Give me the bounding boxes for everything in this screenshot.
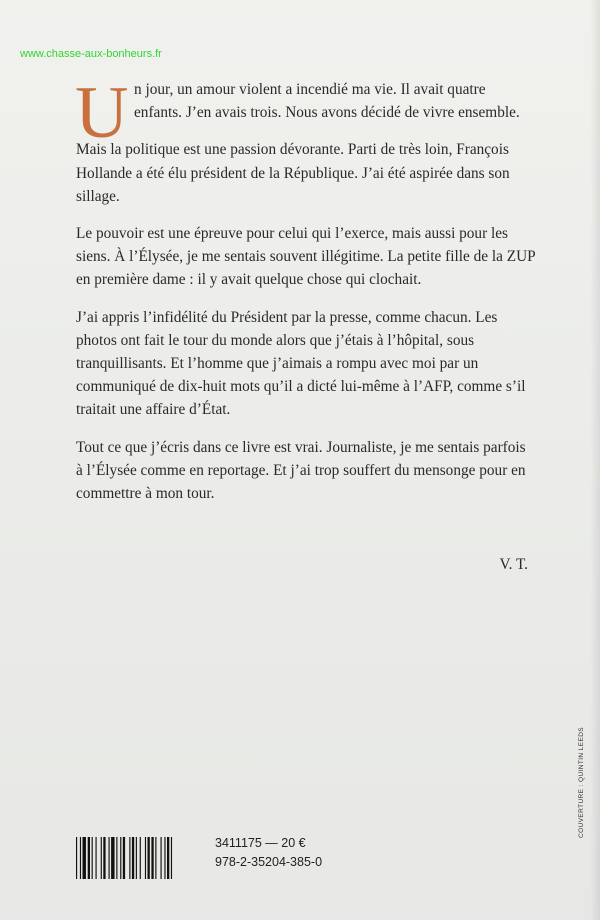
- barcode-info: [215, 834, 322, 872]
- drop-cap: U: [75, 72, 129, 154]
- watermark-link[interactable]: www.chasse-aux-bonheurs.fr: [20, 48, 162, 60]
- page-edge-shadow: [590, 0, 600, 920]
- blurb-paragraph-4: J’ai appris l’infidélité du Président par la presse, comme chacun. Les photos ont fait le tour du monde alors que j’étais à l’hôpital, sous tranquillisants. Et l’homme que j’aimais a rompu avec moi par un communiqué de dix-huit mots qu’il a dicté lui-même à l’AFP, comme s’il traitait une affaire d’État.: [76, 308, 526, 419]
- isbn: 978-2-35204-385-0: [215, 855, 323, 869]
- blurb-text: [75, 72, 536, 519]
- barcode: [76, 837, 206, 879]
- blurb-paragraph-5: Tout ce que j’écris dans ce livre est vrai. Journaliste, je me sentais parfois à l’Élysée comme en reportage. Et j’ai trop souffert du mensonge pour en commettre à mon tour.: [76, 438, 526, 503]
- blurb-paragraph-3: Le pouvoir est une épreuve pour celui qui l’exerce, mais aussi pour les siens. À l’Élysée, je me sentais souvent illégitime. La petite fille de la ZUP en première dame : il y avait quelque chose qui clochait.: [76, 225, 536, 289]
- cover-credit: COUVERTURE : QUINTIN LEEDS: [578, 726, 585, 838]
- blurb-paragraph-1-text: n jour, un amour violent a incendié ma vie. Il avait quatre enfants. J’en avais trois. Nous avons décidé de vivre ensemble.: [134, 81, 520, 122]
- author-initials: V. T.: [499, 556, 528, 573]
- blurb-paragraph-1: [75, 72, 536, 154]
- product-code-price: 3411175 — 20 €: [215, 836, 306, 850]
- blurb-paragraph-2: Mais la politique est une passion dévorante. Parti de très loin, François Hollande a été élu président de la République. J’ai été aspirée dans son sillage.: [76, 141, 510, 205]
